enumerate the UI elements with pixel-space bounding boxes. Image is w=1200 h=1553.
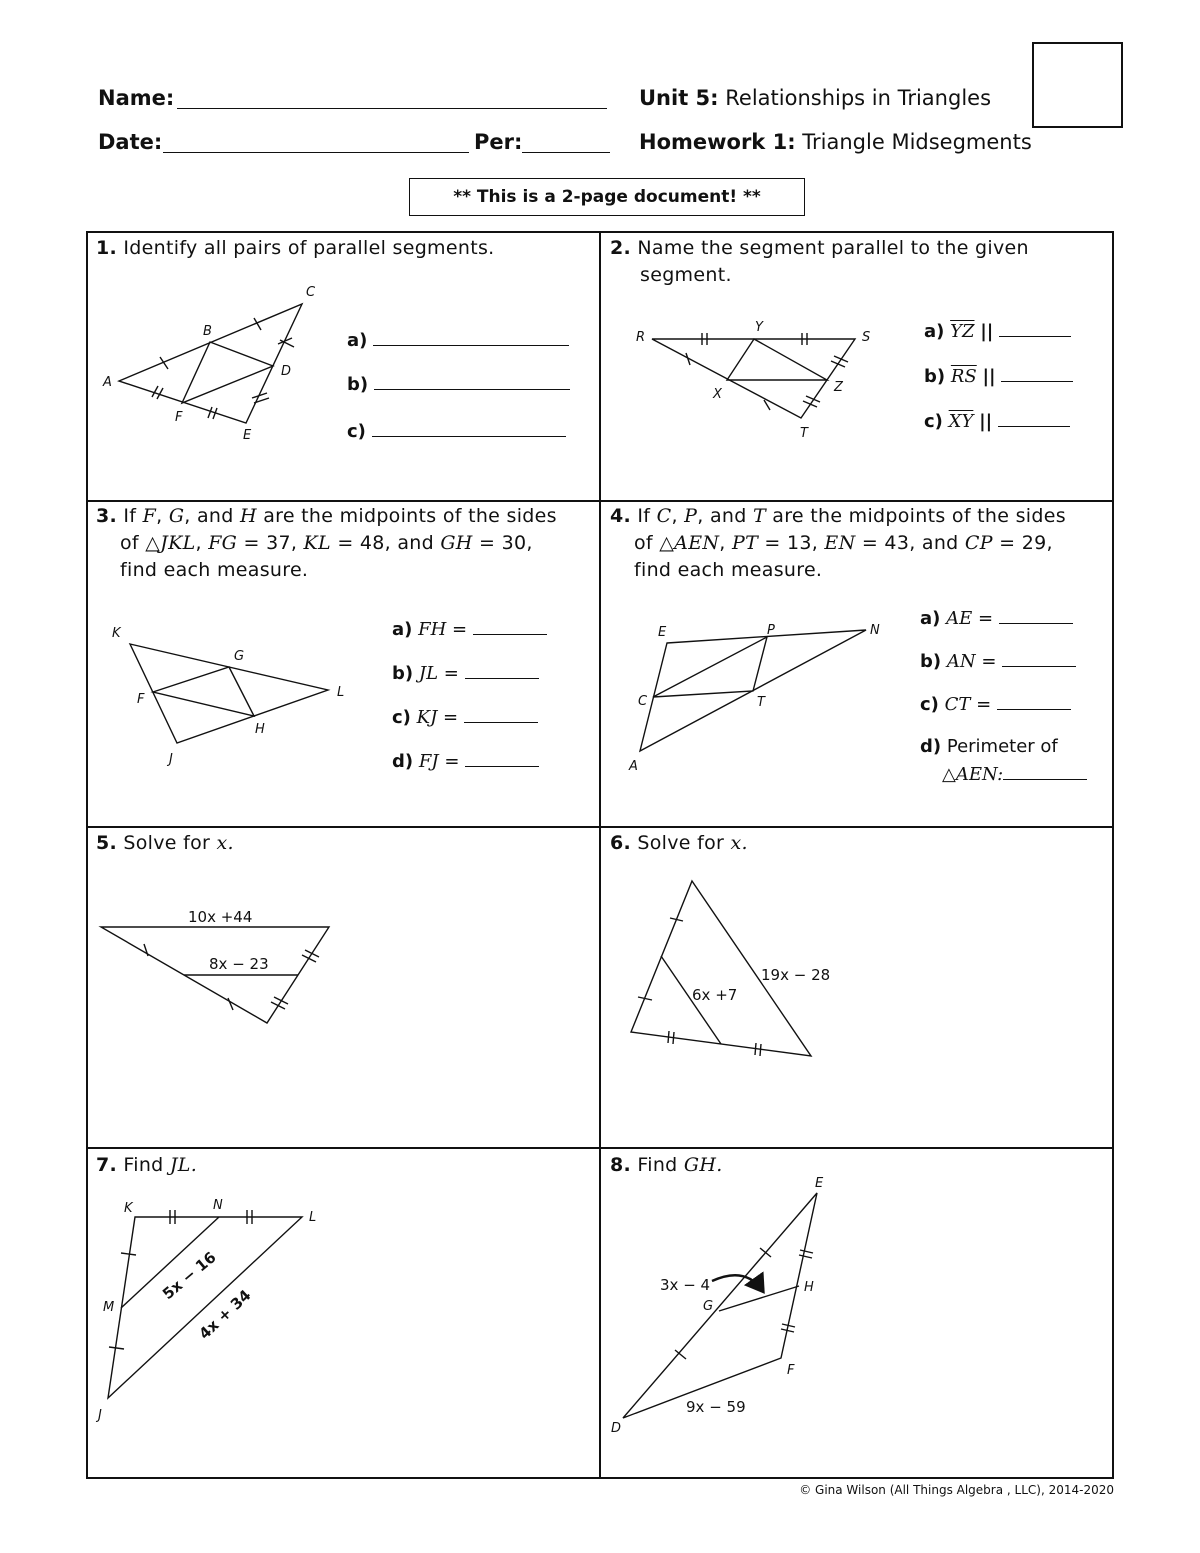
homework-label: Homework 1: (639, 130, 796, 154)
p4-comma: , (671, 505, 678, 527)
tick-mark (228, 998, 233, 1010)
problem-4-number: 4. (610, 505, 632, 527)
problem-5-text: Solve for (123, 832, 211, 854)
equals-sign: = (976, 694, 992, 715)
p2-midsegment-triangle (727, 339, 827, 380)
p3-comma: , (156, 505, 163, 527)
p4-var-cp: CP (964, 532, 993, 554)
p3-text-midpoints: are the midpoints of the sides (263, 505, 557, 527)
p4-value-pt: = 13, (764, 532, 819, 554)
p2-segment-yz: $\overline{YZ}$ (950, 321, 975, 342)
p2-point-z: Z (834, 380, 843, 395)
p4-answer-b-label: b) (920, 651, 942, 672)
p1-point-c: C (306, 285, 316, 300)
equals-sign: = (452, 619, 468, 640)
p3-value-fg: = 37, (243, 532, 298, 554)
problem-1-text: Identify all pairs of parallel segments. (123, 237, 495, 259)
p8-triangle-diagram (611, 1176, 824, 1436)
p1-point-b: B (203, 324, 212, 339)
p4-point-n: N (870, 623, 880, 638)
problem-5-number: 5. (96, 832, 118, 854)
p2-answer-a-label: a) (924, 321, 945, 342)
problem-6-var: x. (730, 832, 748, 854)
p3-triangle-jkl: △JKL (145, 532, 196, 554)
p4-text-find: find each measure. (634, 559, 823, 581)
p2-point-x: X (713, 387, 722, 402)
problem-3-number: 3. (96, 505, 118, 527)
p4-point-a: A (629, 759, 638, 774)
p8-point-f: F (787, 1363, 795, 1378)
p3-triangle-diagram (112, 626, 344, 767)
p4-triangle-aen: △AEN (659, 532, 720, 554)
p4-and: , and (697, 505, 747, 527)
tick-mark (673, 1032, 674, 1044)
tick-mark (109, 1347, 124, 1349)
p1-point-d: D (281, 364, 292, 379)
p4-var-pt: PT (731, 532, 759, 554)
p4-answer-c-var: CT (944, 694, 971, 715)
p7-point-n: N (213, 1198, 223, 1213)
p3-point-l: L (337, 685, 345, 700)
p5-triangle-diagram (101, 908, 329, 1023)
p3-and: , and (184, 505, 234, 527)
p2-segment-xy: $\overline{XY}$ (948, 411, 974, 432)
tick-mark (799, 1255, 812, 1258)
p6-triangle-diagram (631, 881, 830, 1056)
tick-mark (121, 1253, 136, 1255)
p4-var-en: EN (824, 532, 856, 554)
p3-point-k: K (112, 626, 121, 641)
p3-point-g: G (234, 649, 245, 664)
p4-text-of: of (634, 532, 653, 554)
tick-mark (803, 401, 817, 407)
parallel-symbol: || (982, 366, 996, 387)
p2-answer-c-label: c) (924, 411, 943, 432)
p3-answer-a-var: FH (418, 619, 447, 640)
p4-text-midpoints: are the midpoints of the sides (772, 505, 1066, 527)
problem-6-text: Solve for (637, 832, 725, 854)
p4-triangle-diagram (628, 623, 880, 774)
p3-point-f: F (137, 692, 145, 707)
p3-value-kl: = 48, and (337, 532, 434, 554)
problem-2-number: 2. (610, 237, 632, 259)
tick-mark (834, 356, 848, 362)
p4-value-en: = 43, and (861, 532, 959, 554)
p7-side-expression: 4x + 34 (195, 1286, 255, 1343)
p1-point-f: F (175, 410, 183, 425)
p8-point-h: H (804, 1280, 814, 1295)
tick-mark (755, 1043, 756, 1055)
p4-point-t: T (757, 695, 765, 710)
equals-sign: = (981, 651, 997, 672)
p4-comma: , (719, 532, 726, 554)
p5-top-expression: 10x +44 (188, 908, 253, 926)
tick-mark (831, 361, 845, 367)
p4-point-p: P (767, 623, 775, 638)
tick-mark (271, 1002, 285, 1009)
parallel-symbol: || (979, 411, 993, 432)
p1-answer-c-label: c) (347, 421, 366, 442)
p3-point-j: J (169, 752, 173, 767)
tick-mark (302, 955, 316, 962)
p3-answer-c-label: c) (392, 707, 411, 728)
p1-triangle-diagram (102, 285, 316, 443)
p3-comma: , (195, 532, 202, 554)
p2-answer-b-label: b) (924, 366, 946, 387)
problem-1-number: 1. (96, 237, 118, 259)
p7-triangle-jkl (108, 1217, 302, 1398)
p7-point-k: K (124, 1201, 133, 1216)
problem-7-text: Find (123, 1154, 164, 1176)
problem-8-var: GH. (683, 1154, 723, 1176)
p2-triangle-diagram (636, 320, 870, 441)
p8-point-d: D (611, 1421, 622, 1436)
p3-var-kl: KL (303, 532, 331, 554)
p4-perimeter-text: Perimeter of (946, 736, 1058, 757)
p8-midsegment-gh (719, 1286, 799, 1311)
p4-answer-b-var: AN (946, 651, 976, 672)
p4-point-e: E (658, 625, 667, 640)
tick-mark (305, 950, 319, 957)
name-label: Name: (98, 86, 175, 110)
p2-segment-rs: $\overline{RS}$ (950, 366, 977, 387)
problem-7-number: 7. (96, 1154, 118, 1176)
p4-var-p: P (684, 505, 698, 527)
p4-answer-d-label: d) (920, 736, 942, 757)
p8-mid-expression: 3x − 4 (660, 1276, 711, 1294)
p6-side-expression: 19x − 28 (761, 966, 831, 984)
problem-7-var: JL. (169, 1154, 198, 1176)
tick-mark (208, 407, 212, 418)
p7-mid-expression: 5x − 16 (159, 1248, 220, 1304)
equals-sign: = (977, 608, 994, 629)
unit-label: Unit 5: (639, 86, 719, 110)
p3-var-gh: GH (440, 532, 473, 554)
p3-answer-d-label: d) (392, 751, 414, 772)
date-label: Date: (98, 130, 163, 154)
homework-title: Triangle Midsegments (802, 130, 1032, 154)
p4-point-c: C (638, 694, 648, 709)
p3-answer-d-var: FJ (418, 751, 439, 772)
p3-answer-b-var: JL (418, 663, 439, 684)
p3-point-h: H (255, 722, 265, 737)
problem-5-var: x. (216, 832, 234, 854)
p1-point-e: E (243, 428, 252, 443)
p3-midsegment-triangle (153, 667, 254, 716)
p7-triangle-diagram (95, 1198, 316, 1423)
p2-point-s: S (862, 330, 871, 345)
p3-var-g: G (168, 505, 185, 527)
equals-sign: = (443, 707, 459, 728)
problem-6-number: 6. (610, 832, 632, 854)
p5-mid-expression: 8x − 23 (209, 955, 269, 973)
problem-2-text: Name the segment parallel to the given segment. (637, 237, 1029, 286)
p2-point-t: T (800, 426, 808, 441)
p3-answer-c-var: KJ (416, 707, 438, 728)
p4-answer-a-var: AE (946, 608, 973, 629)
p3-text-of: of (120, 532, 139, 554)
p4-answer-c-label: c) (920, 694, 939, 715)
p1-triangle-ace (119, 304, 302, 423)
p7-point-m: M (103, 1300, 115, 1315)
equals-sign: = (444, 751, 460, 772)
p8-base-expression: 9x − 59 (686, 1398, 746, 1416)
p4-var-c: C (656, 505, 672, 527)
unit-title: Relationships in Triangles (725, 86, 992, 110)
p8-triangle-def (623, 1193, 817, 1418)
p4-var-t: T (752, 505, 766, 527)
p1-answer-b-label: b) (347, 374, 369, 395)
tick-mark (800, 1250, 813, 1253)
p3-var-h: H (239, 505, 257, 527)
p3-answer-a-label: a) (392, 619, 413, 640)
problem-8-number: 8. (610, 1154, 632, 1176)
page-notice: ** This is a 2-page document! ** (409, 178, 805, 216)
p3-var-fg: FG (208, 532, 238, 554)
p8-point-e: E (815, 1176, 824, 1191)
p1-point-a: A (103, 375, 112, 390)
p4-triangle-aen-label: △AEN: (942, 764, 1004, 785)
p6-mid-expression: 6x +7 (692, 986, 738, 1004)
p3-text-find: find each measure. (120, 559, 309, 581)
p2-point-r: R (636, 330, 646, 345)
p8-arrow (712, 1275, 762, 1290)
p1-answer-a-label: a) (347, 330, 368, 351)
p3-value-gh: = 30, (479, 532, 533, 554)
p3-text-if: If (123, 505, 137, 527)
p2-point-y: Y (755, 320, 763, 335)
tick-mark (760, 1248, 771, 1257)
tick-mark (760, 1044, 761, 1056)
p7-point-l: L (309, 1210, 317, 1225)
p8-point-g: G (703, 1299, 714, 1314)
problem-8-text: Find (637, 1154, 678, 1176)
p3-answer-b-label: b) (392, 663, 414, 684)
equals-sign: = (443, 663, 459, 684)
p4-text-if: If (637, 505, 651, 527)
tick-mark (274, 997, 288, 1004)
tick-mark (668, 1031, 669, 1043)
p4-value-cp: = 29, (999, 532, 1053, 554)
p4-answer-a-label: a) (920, 608, 941, 629)
p7-point-j: J (98, 1408, 102, 1423)
tick-mark (144, 944, 148, 956)
p3-var-f: F (142, 505, 157, 527)
per-label: Per: (474, 130, 523, 154)
parallel-symbol: || (980, 321, 994, 342)
p4-midsegment-triangle (653, 637, 767, 697)
copyright-footer: © Gina Wilson (All Things Algebra , LLC), 2014-2020 (799, 1483, 1114, 1497)
